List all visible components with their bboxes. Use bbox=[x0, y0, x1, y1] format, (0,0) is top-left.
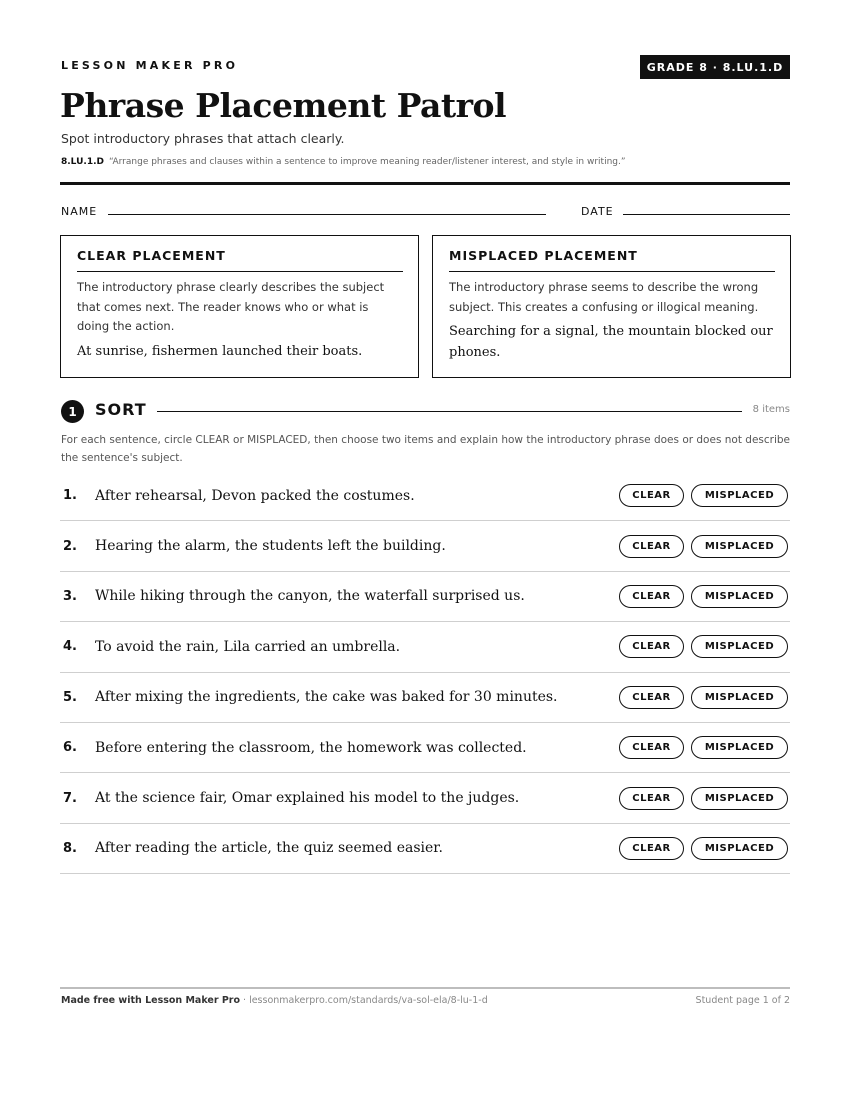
list-item bbox=[60, 622, 790, 672]
item-sentence: Before entering the classroom, the homework was collected. bbox=[95, 739, 527, 756]
footer-page-number: Student page 1 of 2 bbox=[695, 995, 790, 1006]
item-number: 1. bbox=[63, 488, 77, 504]
sort-items-list bbox=[60, 471, 790, 874]
name-label: NAME bbox=[61, 205, 98, 218]
page-title: Phrase Placement Patrol bbox=[60, 86, 507, 125]
misplaced-card-description: The introductory phrase seems to describe the wrong subject. This creates a confusing or illogical meaning. bbox=[449, 280, 759, 314]
item-number: 5. bbox=[63, 689, 77, 705]
footer-credit bbox=[61, 995, 488, 1006]
item-number: 3. bbox=[63, 588, 77, 604]
misplaced-choice-button[interactable]: MISPLACED bbox=[691, 736, 788, 759]
choice-group bbox=[619, 787, 788, 810]
standard-code: 8.LU.1.D bbox=[61, 157, 104, 167]
clear-choice-button[interactable]: CLEAR bbox=[619, 736, 684, 759]
section-instructions: For each sentence, circle CLEAR or MISPLACED, then choose two items and explain how the introductory phrase does or does not describe the sentence's subject. bbox=[61, 434, 791, 464]
item-sentence: After reading the article, the quiz seemed easier. bbox=[95, 840, 443, 857]
list-item bbox=[60, 673, 790, 723]
choice-group bbox=[619, 535, 788, 558]
list-item bbox=[60, 824, 790, 874]
misplaced-choice-button[interactable]: MISPLACED bbox=[691, 585, 788, 608]
misplaced-choice-button[interactable]: MISPLACED bbox=[691, 535, 788, 558]
section-item-count: 8 items bbox=[752, 404, 790, 415]
brand-label: LESSON MAKER PRO bbox=[61, 59, 239, 72]
footer-made-with: Made free with Lesson Maker Pro bbox=[61, 995, 241, 1006]
choice-group bbox=[619, 736, 788, 759]
misplaced-choice-button[interactable]: MISPLACED bbox=[691, 686, 788, 709]
standard-text: “Arrange phrases and clauses within a sentence to improve meaning reader/listener interest, and style in writing.” bbox=[108, 157, 626, 167]
choice-group bbox=[619, 484, 788, 507]
grade-badge: GRADE 8 · 8.LU.1.D bbox=[640, 55, 790, 79]
clear-card-example: At sunrise, fishermen launched their boats. bbox=[77, 343, 363, 359]
item-number: 8. bbox=[63, 840, 77, 856]
clear-choice-button[interactable]: CLEAR bbox=[619, 585, 684, 608]
list-item bbox=[60, 773, 790, 823]
date-label: DATE bbox=[581, 205, 614, 218]
clear-placement-card bbox=[60, 235, 419, 378]
list-item bbox=[60, 471, 790, 521]
clear-card-description: The introductory phrase clearly describes the subject that comes next. The reader knows who or what is doing the action. bbox=[77, 280, 385, 333]
clear-card-title: CLEAR PLACEMENT bbox=[77, 248, 403, 272]
list-item bbox=[60, 572, 790, 622]
choice-group bbox=[619, 635, 788, 658]
standard-line bbox=[61, 157, 626, 167]
misplaced-choice-button[interactable]: MISPLACED bbox=[691, 484, 788, 507]
clear-choice-button[interactable]: CLEAR bbox=[619, 686, 684, 709]
choice-group bbox=[619, 686, 788, 709]
list-item bbox=[60, 521, 790, 571]
item-number: 4. bbox=[63, 639, 77, 655]
clear-choice-button[interactable]: CLEAR bbox=[619, 484, 684, 507]
choice-group bbox=[619, 837, 788, 860]
item-number: 7. bbox=[63, 790, 77, 806]
item-number: 2. bbox=[63, 538, 77, 554]
clear-choice-button[interactable]: CLEAR bbox=[619, 535, 684, 558]
clear-choice-button[interactable]: CLEAR bbox=[619, 837, 684, 860]
header-divider bbox=[60, 182, 790, 185]
footer-url: · lessonmakerpro.com/standards/va-sol-ela/8-lu-1-d bbox=[240, 995, 488, 1006]
item-sentence: After rehearsal, Devon packed the costumes. bbox=[95, 487, 415, 504]
misplaced-choice-button[interactable]: MISPLACED bbox=[691, 787, 788, 810]
date-field-line[interactable] bbox=[623, 214, 790, 215]
item-number: 6. bbox=[63, 740, 77, 756]
item-sentence: While hiking through the canyon, the waterfall surprised us. bbox=[95, 588, 525, 605]
misplaced-placement-card bbox=[432, 235, 791, 378]
item-sentence: After mixing the ingredients, the cake was baked for 30 minutes. bbox=[95, 689, 558, 706]
section-title: SORT bbox=[95, 400, 147, 419]
clear-choice-button[interactable]: CLEAR bbox=[619, 787, 684, 810]
page-subtitle: Spot introductory phrases that attach clearly. bbox=[61, 131, 345, 146]
list-item bbox=[60, 723, 790, 773]
misplaced-choice-button[interactable]: MISPLACED bbox=[691, 635, 788, 658]
item-sentence: To avoid the rain, Lila carried an umbrella. bbox=[95, 638, 401, 655]
misplaced-card-title: MISPLACED PLACEMENT bbox=[449, 248, 775, 272]
name-field-line[interactable] bbox=[108, 214, 546, 215]
misplaced-card-example: Searching for a signal, the mountain blocked our phones. bbox=[449, 324, 773, 360]
item-sentence: At the science fair, Omar explained his model to the judges. bbox=[95, 790, 520, 807]
misplaced-choice-button[interactable]: MISPLACED bbox=[691, 837, 788, 860]
item-sentence: Hearing the alarm, the students left the building. bbox=[95, 538, 446, 555]
clear-choice-button[interactable]: CLEAR bbox=[619, 635, 684, 658]
footer-divider bbox=[60, 987, 790, 989]
section-divider bbox=[157, 411, 742, 412]
section-number-badge: 1 bbox=[61, 400, 84, 423]
choice-group bbox=[619, 585, 788, 608]
